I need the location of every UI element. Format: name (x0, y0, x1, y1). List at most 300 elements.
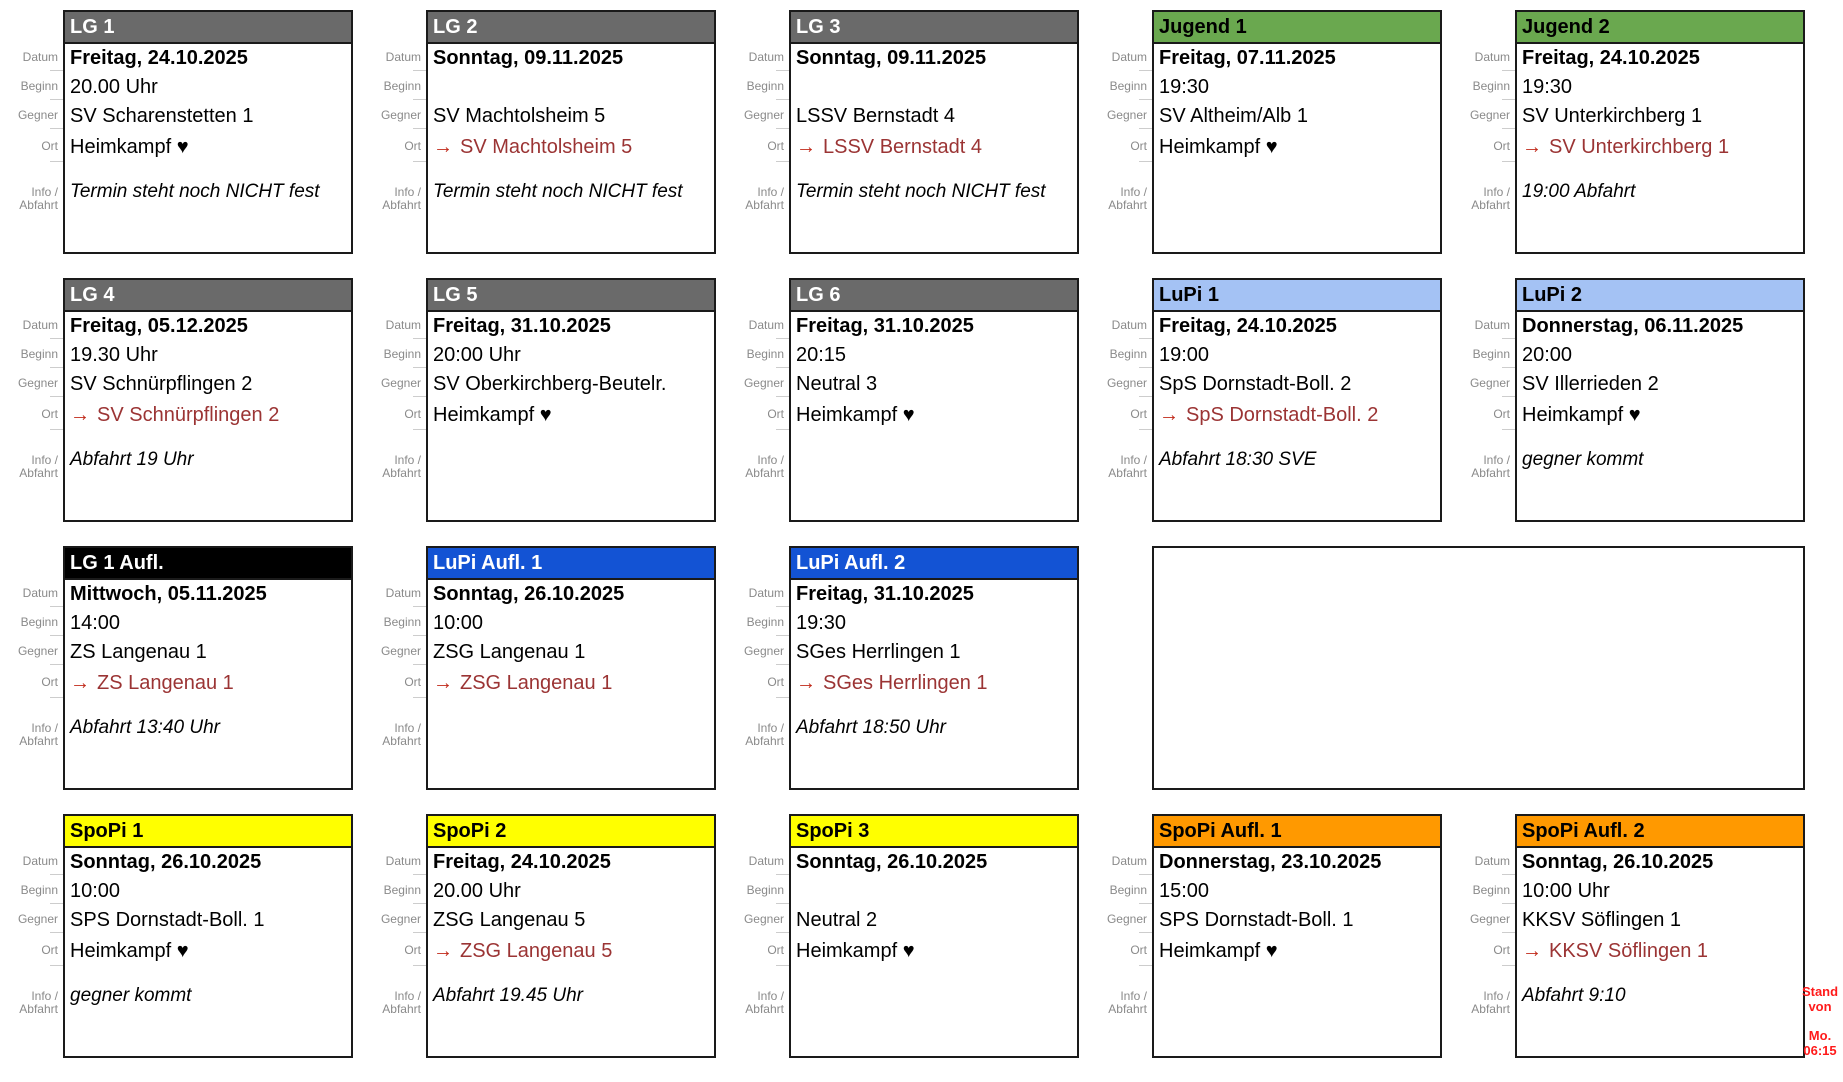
team-card (63, 10, 353, 254)
location-value: ZSG Langenau 1 (460, 672, 613, 694)
label-datum: Datum (353, 578, 426, 607)
date-value: Sonntag, 09.11.2025 (796, 47, 987, 69)
team-name: LuPi Aufl. 1 (433, 551, 543, 574)
team-card (426, 814, 716, 1058)
team-card-header (428, 12, 714, 44)
time-value: 20.00 Uhr (70, 76, 158, 98)
info-value: Abfahrt 9:10 (1522, 985, 1626, 1006)
status-note (1797, 984, 1843, 1058)
opponent-value: SV Scharenstetten 1 (70, 105, 254, 127)
date-value: Freitag, 24.10.2025 (70, 47, 248, 69)
team-name: SpoPi Aufl. 1 (1159, 819, 1282, 842)
team-card (426, 546, 716, 790)
label-gegner: Gegner (1079, 904, 1152, 933)
label-info-line1: Info / (1483, 185, 1510, 199)
label-datum: Datum (0, 846, 63, 875)
status-note-gap (1797, 1014, 1843, 1028)
field-labels (716, 546, 789, 748)
location-row (791, 667, 1077, 700)
team-name: LuPi Aufl. 2 (796, 551, 906, 574)
label-ort: Ort (1442, 933, 1515, 966)
label-info-abfahrt (0, 990, 63, 1016)
label-info-line2: Abfahrt (19, 1002, 58, 1016)
info-value (1154, 968, 1440, 985)
label-datum: Datum (1442, 310, 1515, 339)
team-card-cell (1442, 10, 1805, 278)
team-card-cell (353, 546, 716, 814)
opponent-value: SPS Dornstadt-Boll. 1 (70, 909, 265, 931)
field-labels (716, 10, 789, 212)
location-value: LSSV Bernstadt 4 (823, 136, 982, 158)
label-info-line1: Info / (1483, 989, 1510, 1003)
label-gegner: Gegner (353, 636, 426, 665)
away-arrow-icon: → (1522, 136, 1542, 158)
label-info-line1: Info / (394, 721, 421, 735)
location-row (1154, 935, 1440, 968)
team-card-cell (0, 546, 353, 814)
empty-card-cell (1079, 546, 1805, 814)
date-value: Freitag, 24.10.2025 (1159, 315, 1337, 337)
label-beginn: Beginn (353, 339, 426, 368)
label-gegner: Gegner (716, 100, 789, 129)
label-ort: Ort (353, 397, 426, 430)
time-value (791, 73, 1077, 102)
status-note-line: Stand (1801, 984, 1839, 999)
label-beginn: Beginn (716, 607, 789, 636)
team-card-cell (716, 278, 1079, 546)
opponent-value: LSSV Bernstadt 4 (796, 105, 955, 127)
time-value: 19:30 (1522, 76, 1573, 98)
opponent-value: SpS Dornstadt-Boll. 2 (1159, 373, 1352, 395)
team-card (1152, 814, 1442, 1058)
label-beginn: Beginn (0, 607, 63, 636)
label-datum: Datum (0, 578, 63, 607)
location-row (1517, 399, 1803, 432)
time-value: 20:00 (1522, 344, 1573, 366)
label-beginn: Beginn (1442, 339, 1515, 368)
info-value: gegner kommt (1522, 449, 1644, 470)
time-value: 20:15 (796, 344, 847, 366)
label-datum: Datum (353, 846, 426, 875)
location-row (791, 935, 1077, 968)
team-card-header (791, 816, 1077, 848)
team-card (426, 10, 716, 254)
label-gegner: Gegner (1079, 100, 1152, 129)
label-beginn: Beginn (0, 339, 63, 368)
team-card-cell (1079, 814, 1442, 1082)
team-card-cell (353, 278, 716, 546)
team-card (1515, 10, 1805, 254)
opponent-value: SGes Herrlingen 1 (796, 641, 961, 663)
team-card-header (1154, 280, 1440, 312)
label-datum: Datum (716, 846, 789, 875)
opponent-value: ZSG Langenau 1 (433, 641, 586, 663)
label-beginn: Beginn (353, 71, 426, 100)
time-value: 20:00 Uhr (433, 344, 521, 366)
label-gegner: Gegner (353, 100, 426, 129)
label-datum: Datum (716, 310, 789, 339)
label-info-line1: Info / (1483, 453, 1510, 467)
location-value: SV Unterkirchberg 1 (1549, 136, 1730, 158)
label-info-abfahrt (1442, 990, 1515, 1016)
team-name: SpoPi Aufl. 2 (1522, 819, 1645, 842)
location-value: Heimkampf ♥ (1159, 136, 1278, 158)
date-value: Freitag, 07.11.2025 (1159, 47, 1336, 69)
team-card-cell (0, 814, 353, 1082)
away-arrow-icon: → (1159, 404, 1179, 426)
label-gegner: Gegner (353, 904, 426, 933)
team-card-cell (1079, 10, 1442, 278)
team-card-header (65, 816, 351, 848)
time-value (428, 73, 714, 102)
label-info-line1: Info / (31, 721, 58, 735)
label-info-line2: Abfahrt (382, 734, 421, 748)
schedule-grid (0, 10, 1805, 1082)
label-datum: Datum (0, 310, 63, 339)
date-value: Donnerstag, 23.10.2025 (1159, 851, 1382, 873)
field-labels (1442, 10, 1515, 212)
away-arrow-icon: → (70, 672, 90, 694)
field-labels (0, 546, 63, 748)
label-info-abfahrt (716, 454, 789, 480)
location-row (65, 399, 351, 432)
away-arrow-icon: → (70, 404, 90, 426)
field-labels (1442, 814, 1515, 1016)
team-card-header (65, 280, 351, 312)
team-name: LG 4 (70, 283, 115, 306)
label-info-line1: Info / (1120, 185, 1147, 199)
date-value: Freitag, 05.12.2025 (70, 315, 248, 337)
label-gegner: Gegner (0, 100, 63, 129)
label-info-line1: Info / (31, 453, 58, 467)
away-arrow-icon: → (796, 672, 816, 694)
label-datum: Datum (1079, 310, 1152, 339)
status-note-line: von (1808, 999, 1832, 1014)
location-value: Heimkampf ♥ (1522, 404, 1641, 426)
label-datum: Datum (0, 42, 63, 71)
info-value: Termin steht noch NICHT fest (433, 181, 683, 202)
team-card-cell (0, 10, 353, 278)
label-gegner: Gegner (716, 636, 789, 665)
label-gegner: Gegner (1079, 368, 1152, 397)
label-info-abfahrt (353, 186, 426, 212)
field-labels (1442, 278, 1515, 480)
team-name: LG 5 (433, 283, 478, 306)
label-datum: Datum (353, 42, 426, 71)
label-info-abfahrt (1079, 454, 1152, 480)
label-ort: Ort (353, 129, 426, 162)
team-name: LG 1 Aufl. (70, 551, 164, 574)
location-value: Heimkampf ♥ (1159, 940, 1278, 962)
time-value: 19:00 (1159, 344, 1210, 366)
team-name: LG 3 (796, 15, 841, 38)
time-value: 19.30 Uhr (70, 344, 158, 366)
label-datum: Datum (716, 42, 789, 71)
label-info-line2: Abfahrt (382, 1002, 421, 1016)
team-card-cell (353, 814, 716, 1082)
info-value: 19:00 Abfahrt (1522, 181, 1636, 202)
opponent-value: SV Machtolsheim 5 (433, 105, 606, 127)
label-ort: Ort (716, 397, 789, 430)
date-value: Freitag, 31.10.2025 (796, 315, 974, 337)
team-card (1152, 10, 1442, 254)
label-info-line2: Abfahrt (745, 734, 784, 748)
location-row (65, 667, 351, 700)
info-value: Abfahrt 13:40 Uhr (70, 717, 220, 738)
label-info-line2: Abfahrt (382, 198, 421, 212)
label-info-line2: Abfahrt (1471, 1002, 1510, 1016)
location-value: KKSV Söflingen 1 (1549, 940, 1708, 962)
team-card-header (791, 280, 1077, 312)
label-ort: Ort (1079, 129, 1152, 162)
date-value: Donnerstag, 06.11.2025 (1522, 315, 1744, 337)
team-card-cell (1079, 278, 1442, 546)
location-row (1517, 131, 1803, 164)
location-value: SV Schnürpflingen 2 (97, 404, 280, 426)
team-card-header (1154, 12, 1440, 44)
label-gegner: Gegner (1442, 904, 1515, 933)
away-arrow-icon: → (433, 672, 453, 694)
label-ort: Ort (353, 933, 426, 966)
label-ort: Ort (1442, 397, 1515, 430)
time-value: 20.00 Uhr (433, 880, 521, 902)
label-beginn: Beginn (1079, 71, 1152, 100)
team-card-header (428, 816, 714, 848)
team-card (789, 278, 1079, 522)
label-ort: Ort (0, 665, 63, 698)
label-gegner: Gegner (716, 368, 789, 397)
team-card-header (1517, 12, 1803, 44)
label-datum: Datum (353, 310, 426, 339)
location-row (428, 667, 714, 700)
location-value: Heimkampf ♥ (796, 940, 915, 962)
info-value (791, 968, 1077, 985)
location-value: ZS Langenau 1 (97, 672, 234, 694)
field-labels (1079, 278, 1152, 480)
label-beginn: Beginn (716, 339, 789, 368)
label-info-line2: Abfahrt (19, 734, 58, 748)
team-card (789, 814, 1079, 1058)
label-gegner: Gegner (716, 904, 789, 933)
team-card (1515, 278, 1805, 522)
team-name: LG 6 (796, 283, 841, 306)
label-info-abfahrt (353, 722, 426, 748)
team-card (426, 278, 716, 522)
label-datum: Datum (716, 578, 789, 607)
label-gegner: Gegner (1442, 368, 1515, 397)
location-row (428, 131, 714, 164)
team-name: Jugend 1 (1159, 15, 1247, 38)
label-ort: Ort (0, 397, 63, 430)
time-value (791, 877, 1077, 906)
info-value: Abfahrt 18:50 Uhr (796, 717, 946, 738)
label-info-line2: Abfahrt (1108, 466, 1147, 480)
label-info-abfahrt (1079, 990, 1152, 1016)
time-value: 15:00 (1159, 880, 1210, 902)
label-info-line2: Abfahrt (382, 466, 421, 480)
location-row (1154, 131, 1440, 164)
date-value: Freitag, 24.10.2025 (1522, 47, 1700, 69)
away-arrow-icon: → (433, 940, 453, 962)
label-gegner: Gegner (0, 368, 63, 397)
team-name: LG 2 (433, 15, 478, 38)
team-name: LuPi 2 (1522, 283, 1583, 306)
field-labels (1079, 814, 1152, 1016)
label-info-line1: Info / (757, 721, 784, 735)
opponent-value: ZS Langenau 1 (70, 641, 207, 663)
label-info-abfahrt (0, 186, 63, 212)
label-info-line1: Info / (1120, 989, 1147, 1003)
date-value: Sonntag, 26.10.2025 (796, 851, 988, 873)
opponent-value: ZSG Langenau 5 (433, 909, 586, 931)
label-datum: Datum (1442, 846, 1515, 875)
team-card-cell (353, 10, 716, 278)
date-value: Freitag, 24.10.2025 (433, 851, 611, 873)
opponent-value: Neutral 3 (796, 373, 878, 395)
team-card (63, 278, 353, 522)
info-value: Abfahrt 19 Uhr (70, 449, 194, 470)
label-ort: Ort (0, 129, 63, 162)
team-card-header (1517, 280, 1803, 312)
label-info-line2: Abfahrt (19, 198, 58, 212)
label-info-abfahrt (716, 990, 789, 1016)
label-info-line2: Abfahrt (745, 198, 784, 212)
info-value (428, 700, 714, 717)
team-card-cell (1442, 814, 1805, 1082)
label-gegner: Gegner (1442, 100, 1515, 129)
location-row (1517, 935, 1803, 968)
field-labels (1079, 10, 1152, 212)
label-info-line1: Info / (31, 989, 58, 1003)
location-row (65, 935, 351, 968)
label-beginn: Beginn (353, 607, 426, 636)
empty-card-placeholder (1152, 546, 1805, 790)
label-info-abfahrt (1442, 454, 1515, 480)
label-info-abfahrt (353, 454, 426, 480)
label-info-line1: Info / (1120, 453, 1147, 467)
info-value: Termin steht noch NICHT fest (796, 181, 1046, 202)
info-value: Abfahrt 18:30 SVE (1159, 449, 1317, 470)
time-value: 10:00 Uhr (1522, 880, 1610, 902)
label-info-line1: Info / (31, 185, 58, 199)
label-beginn: Beginn (1442, 875, 1515, 904)
label-info-line1: Info / (394, 453, 421, 467)
label-info-line2: Abfahrt (1471, 466, 1510, 480)
date-value: Sonntag, 26.10.2025 (433, 583, 625, 605)
date-value: Freitag, 31.10.2025 (433, 315, 611, 337)
team-card-cell (716, 814, 1079, 1082)
team-card (789, 546, 1079, 790)
label-info-abfahrt (353, 990, 426, 1016)
location-value: Heimkampf ♥ (433, 404, 552, 426)
location-row (791, 131, 1077, 164)
date-value: Sonntag, 09.11.2025 (433, 47, 624, 69)
time-value: 10:00 (433, 612, 484, 634)
info-value (791, 432, 1077, 449)
away-arrow-icon: → (796, 136, 816, 158)
time-value: 10:00 (70, 880, 121, 902)
label-info-line2: Abfahrt (1471, 198, 1510, 212)
team-name: SpoPi 2 (433, 819, 507, 842)
team-card-header (428, 548, 714, 580)
team-card-cell (716, 10, 1079, 278)
location-row (428, 399, 714, 432)
label-beginn: Beginn (1079, 339, 1152, 368)
away-arrow-icon: → (1522, 940, 1542, 962)
location-row (65, 131, 351, 164)
date-value: Mittwoch, 05.11.2025 (70, 583, 267, 605)
label-datum: Datum (1079, 846, 1152, 875)
label-beginn: Beginn (0, 875, 63, 904)
opponent-value: SV Illerrieden 2 (1522, 373, 1659, 395)
label-datum: Datum (1079, 42, 1152, 71)
location-value: SV Machtolsheim 5 (460, 136, 633, 158)
label-beginn: Beginn (1442, 71, 1515, 100)
team-name: SpoPi 1 (70, 819, 144, 842)
field-labels (353, 814, 426, 1016)
label-ort: Ort (0, 933, 63, 966)
label-ort: Ort (1079, 933, 1152, 966)
label-info-line2: Abfahrt (745, 1002, 784, 1016)
label-info-abfahrt (716, 186, 789, 212)
opponent-value: KKSV Söflingen 1 (1522, 909, 1681, 931)
label-beginn: Beginn (716, 875, 789, 904)
team-card-header (65, 12, 351, 44)
team-card-header (791, 548, 1077, 580)
label-info-line1: Info / (757, 453, 784, 467)
location-row (1154, 399, 1440, 432)
label-info-line2: Abfahrt (19, 466, 58, 480)
team-card (1152, 278, 1442, 522)
team-name: Jugend 2 (1522, 15, 1610, 38)
label-datum: Datum (1442, 42, 1515, 71)
label-beginn: Beginn (716, 71, 789, 100)
label-beginn: Beginn (1079, 875, 1152, 904)
date-value: Sonntag, 26.10.2025 (70, 851, 262, 873)
label-info-abfahrt (1442, 186, 1515, 212)
team-card-header (1517, 816, 1803, 848)
opponent-value: Neutral 2 (796, 909, 878, 931)
info-value: Termin steht noch NICHT fest (70, 181, 320, 202)
label-gegner: Gegner (353, 368, 426, 397)
team-name: LG 1 (70, 15, 115, 38)
info-value (1154, 164, 1440, 181)
field-labels (0, 10, 63, 212)
date-value: Sonntag, 26.10.2025 (1522, 851, 1714, 873)
label-info-line1: Info / (757, 989, 784, 1003)
label-beginn: Beginn (0, 71, 63, 100)
label-gegner: Gegner (0, 904, 63, 933)
label-info-line2: Abfahrt (1108, 1002, 1147, 1016)
label-ort: Ort (716, 933, 789, 966)
label-info-abfahrt (0, 454, 63, 480)
location-value: Heimkampf ♥ (70, 940, 189, 962)
info-value: gegner kommt (70, 985, 192, 1006)
field-labels (716, 814, 789, 1016)
label-info-abfahrt (1079, 186, 1152, 212)
team-card (63, 814, 353, 1058)
label-info-line2: Abfahrt (745, 466, 784, 480)
location-value: SpS Dornstadt-Boll. 2 (1186, 404, 1379, 426)
away-arrow-icon: → (433, 136, 453, 158)
label-ort: Ort (716, 129, 789, 162)
field-labels (716, 278, 789, 480)
label-info-abfahrt (0, 722, 63, 748)
date-value: Freitag, 31.10.2025 (796, 583, 974, 605)
label-ort: Ort (1442, 129, 1515, 162)
time-value: 14:00 (70, 612, 121, 634)
status-note-line: Mo. (1808, 1028, 1832, 1043)
